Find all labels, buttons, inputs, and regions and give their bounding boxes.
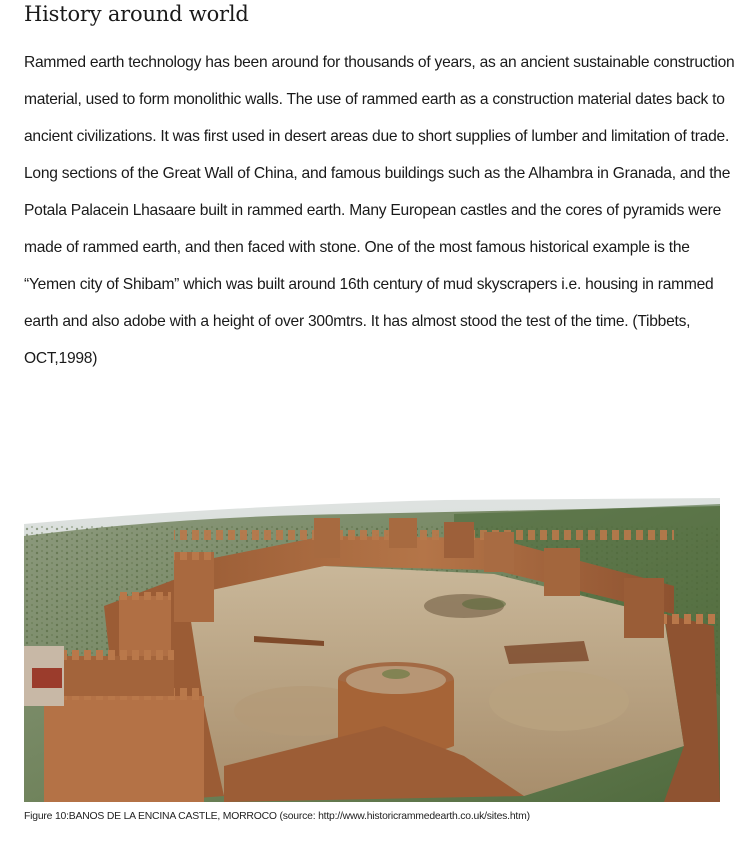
section-heading: History around world [24,2,249,26]
figure-caption: Figure 10:BANOS DE LA ENCINA CASTLE, MORROCO (source: http://www.historicrammedearth.co.uk/sites.htm) [24,811,530,822]
castle-photo [24,496,720,802]
body-paragraph: Rammed earth technology has been around for thousands of years, as an ancient sustainable construction material, used to form monolithic walls. The use of rammed earth as a construction material dates back to ancient civilizations. It was first used in desert areas due to short supplies of lumber and limitation of trade. Long sections of the Great Wall of China, and famous buildings such as the Alhambra in Granada, and the Potala Palacein Lhasaare built in rammed earth. Many European castles and the cores of pyramids were made of rammed earth, and then faced with stone. One of the most famous historical example is the “Yemen city of Shibam” which was built around 16th century of mud skyscrapers i.e. housing in rammed earth and also adobe with a height of over 300mtrs. It has almost stood the test of the time. (Tibbets, OCT,1998) [24,54,735,367]
castle-figure [24,496,720,802]
